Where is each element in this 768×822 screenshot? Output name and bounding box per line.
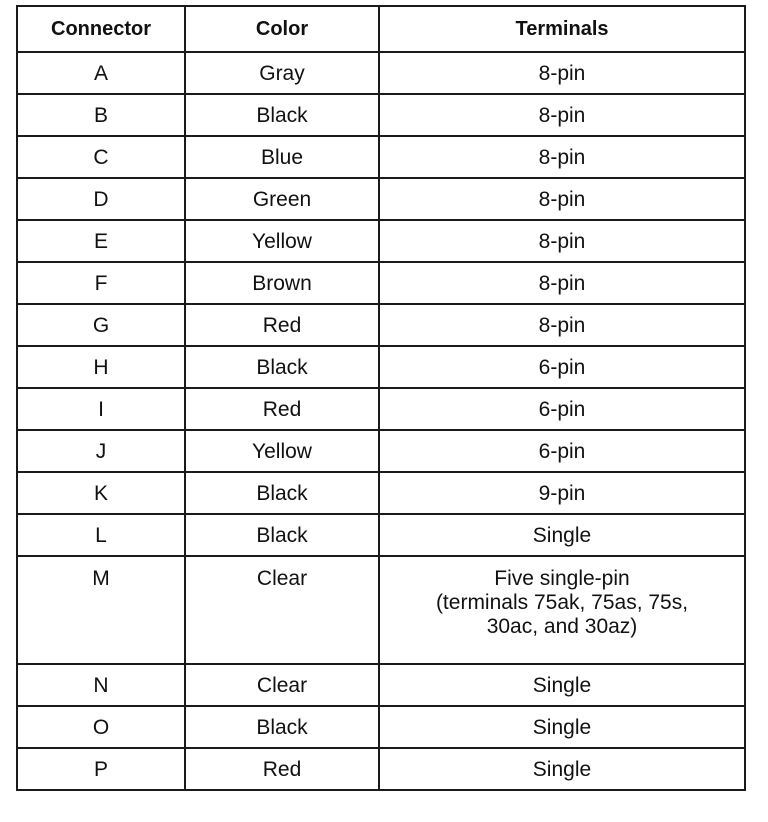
header-row bbox=[17, 6, 745, 52]
table-row bbox=[17, 262, 745, 304]
table-row bbox=[17, 178, 745, 220]
color-cell: Red bbox=[185, 388, 379, 430]
table-row bbox=[17, 664, 745, 706]
connector-cell: L bbox=[17, 514, 185, 556]
table-row bbox=[17, 748, 745, 790]
terminals-cell: 8-pin bbox=[379, 220, 745, 262]
color-cell: Black bbox=[185, 472, 379, 514]
color-cell: Black bbox=[185, 706, 379, 748]
table-row bbox=[17, 388, 745, 430]
header-connector: Connector bbox=[17, 6, 185, 52]
terminals-cell: 8-pin bbox=[379, 262, 745, 304]
terminals-line: 30ac, and 30az) bbox=[486, 615, 638, 638]
color-cell: Blue bbox=[185, 136, 379, 178]
terminals-cell: 6-pin bbox=[379, 430, 745, 472]
table-row bbox=[17, 346, 745, 388]
table-row bbox=[17, 430, 745, 472]
table-row bbox=[17, 94, 745, 136]
connector-cell: K bbox=[17, 472, 185, 514]
terminals-cell: Single bbox=[379, 664, 745, 706]
connector-cell: E bbox=[17, 220, 185, 262]
color-cell: Clear bbox=[185, 556, 379, 664]
terminals-cell: 8-pin bbox=[379, 178, 745, 220]
connector-table bbox=[16, 5, 746, 791]
connector-cell: N bbox=[17, 664, 185, 706]
table-row bbox=[17, 514, 745, 556]
connector-cell: J bbox=[17, 430, 185, 472]
terminals-cell: 8-pin bbox=[379, 304, 745, 346]
terminals-cell: 9-pin bbox=[379, 472, 745, 514]
terminals-line: (terminals 75ak, 75as, 75s, bbox=[435, 591, 689, 614]
color-cell: Clear bbox=[185, 664, 379, 706]
table-row bbox=[17, 220, 745, 262]
header-terminals: Terminals bbox=[379, 6, 745, 52]
connector-cell: A bbox=[17, 52, 185, 94]
connector-cell: G bbox=[17, 304, 185, 346]
terminals-cell: 8-pin bbox=[379, 136, 745, 178]
color-cell: Red bbox=[185, 304, 379, 346]
terminals-cell: 6-pin bbox=[379, 388, 745, 430]
terminals-cell: 6-pin bbox=[379, 346, 745, 388]
table-row bbox=[17, 52, 745, 94]
color-cell: Green bbox=[185, 178, 379, 220]
terminals-line: Five single-pin bbox=[494, 567, 630, 590]
color-cell: Black bbox=[185, 514, 379, 556]
table-row bbox=[17, 136, 745, 178]
color-cell: Yellow bbox=[185, 220, 379, 262]
color-cell: Gray bbox=[185, 52, 379, 94]
terminals-cell: Single bbox=[379, 514, 745, 556]
connector-cell: F bbox=[17, 262, 185, 304]
terminals-cell: Single bbox=[379, 706, 745, 748]
color-cell: Black bbox=[185, 94, 379, 136]
connector-cell: I bbox=[17, 388, 185, 430]
color-cell: Black bbox=[185, 346, 379, 388]
connector-cell: P bbox=[17, 748, 185, 790]
connector-cell: O bbox=[17, 706, 185, 748]
color-cell: Red bbox=[185, 748, 379, 790]
table-row bbox=[17, 556, 745, 664]
connector-cell: B bbox=[17, 94, 185, 136]
table-row bbox=[17, 706, 745, 748]
header-color: Color bbox=[185, 6, 379, 52]
connector-cell: C bbox=[17, 136, 185, 178]
terminals-cell: Single bbox=[379, 748, 745, 790]
color-cell: Brown bbox=[185, 262, 379, 304]
terminals-cell: 8-pin bbox=[379, 52, 745, 94]
connector-cell: D bbox=[17, 178, 185, 220]
table-row bbox=[17, 472, 745, 514]
connector-cell: H bbox=[17, 346, 185, 388]
table-row bbox=[17, 304, 745, 346]
terminals-cell bbox=[379, 556, 745, 664]
terminals-cell: 8-pin bbox=[379, 94, 745, 136]
color-cell: Yellow bbox=[185, 430, 379, 472]
connector-cell: M bbox=[17, 556, 185, 664]
